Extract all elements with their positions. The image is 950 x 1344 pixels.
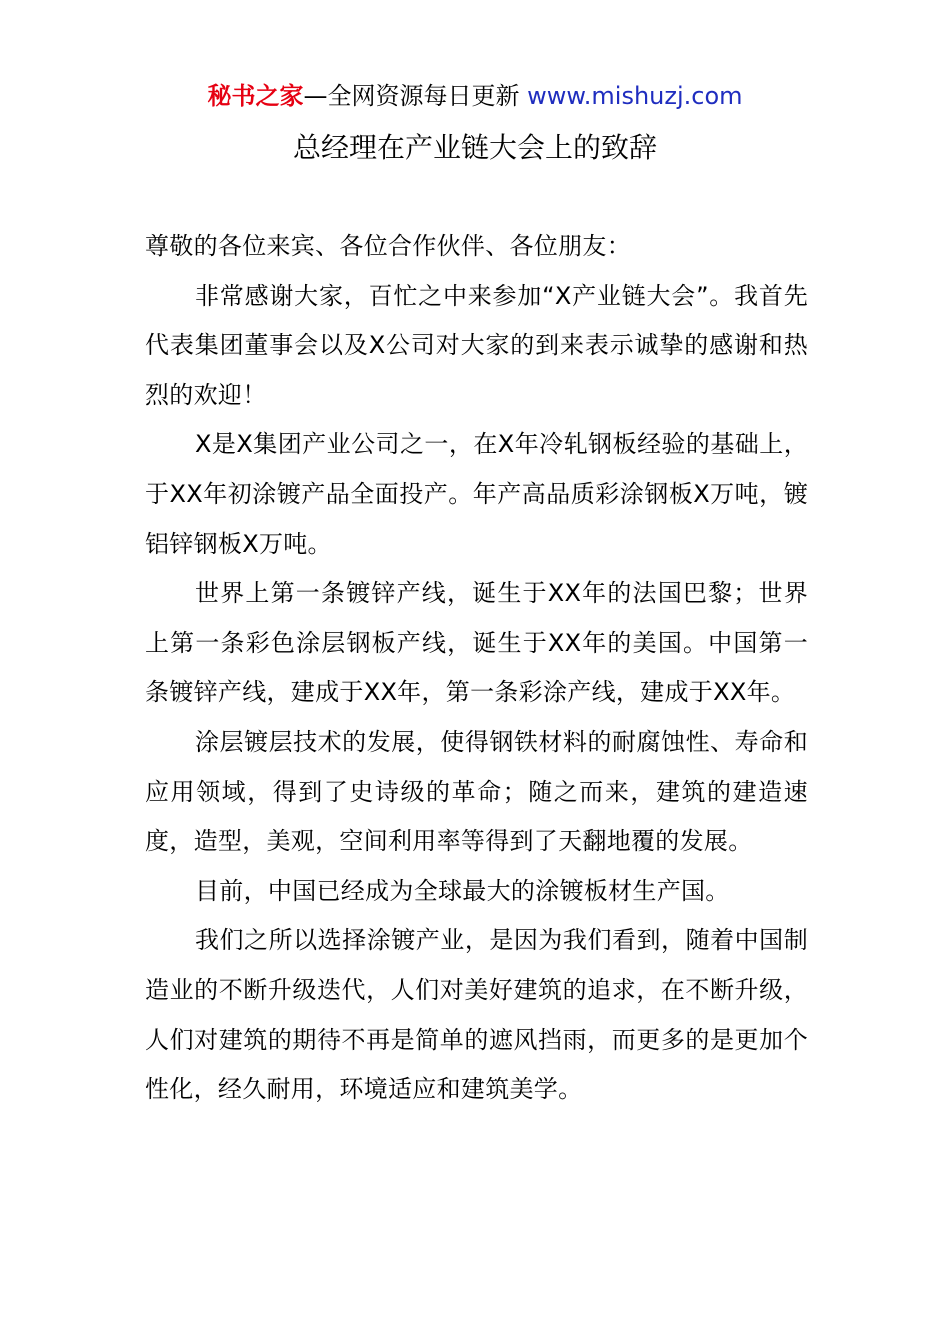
brand-name: 秘书之家 [207,82,304,110]
site-tagline: —全网资源每日更新 [303,82,528,110]
paragraph: 我们之所以选择涂镀产业，是因为我们看到，随着中国制造业的不断升级迭代，人们对美好建筑的追求，在不断升级，人们对建筑的期待不再是简单的遮风挡雨，而更多的是更加个性化，经久耐用，环境适应和建筑美学。 [145,926,808,1104]
document-body [145,222,808,1115]
document-title: 总经理在产业链大会上的致辞 [292,131,657,164]
salutation: 尊敬的各位来宾、各位合作伙伴、各位朋友： [145,232,631,260]
paragraph: 涂层镀层技术的发展，使得钢铁材料的耐腐蚀性、寿命和应用领域，得到了史诗级的革命；随之而来，建筑的建造速度，造型，美观，空间利用率等得到了天翻地覆的发展。 [145,727,808,856]
paragraph: 目前，中国已经成为全球最大的涂镀板材生产国。 [195,876,730,905]
paragraph: 世界上第一条镀锌产线，诞生于XX年的法国巴黎；世界上第一条彩色涂层钢板产线，诞生于XX年的美国。中国第一条镀锌产线，建成于XX年，第一条彩涂产线，建成于XX年。 [145,579,808,707]
paragraph: X是X集团产业公司之一，在X年冷轧钢板经验的基础上，于XX年初涂镀产品全面投产。年产高品质彩涂钢板X万吨，镀铝锌钢板X万吨。 [145,430,808,558]
site-header [0,80,950,112]
site-url-link[interactable]: www.mishuzj.com [527,82,743,110]
paragraph: 非常感谢大家，百忙之中来参加“X产业链大会”。我首先代表集团董事会以及X公司对大家的到来表示诚挚的感谢和热烈的欢迎！ [145,281,808,409]
